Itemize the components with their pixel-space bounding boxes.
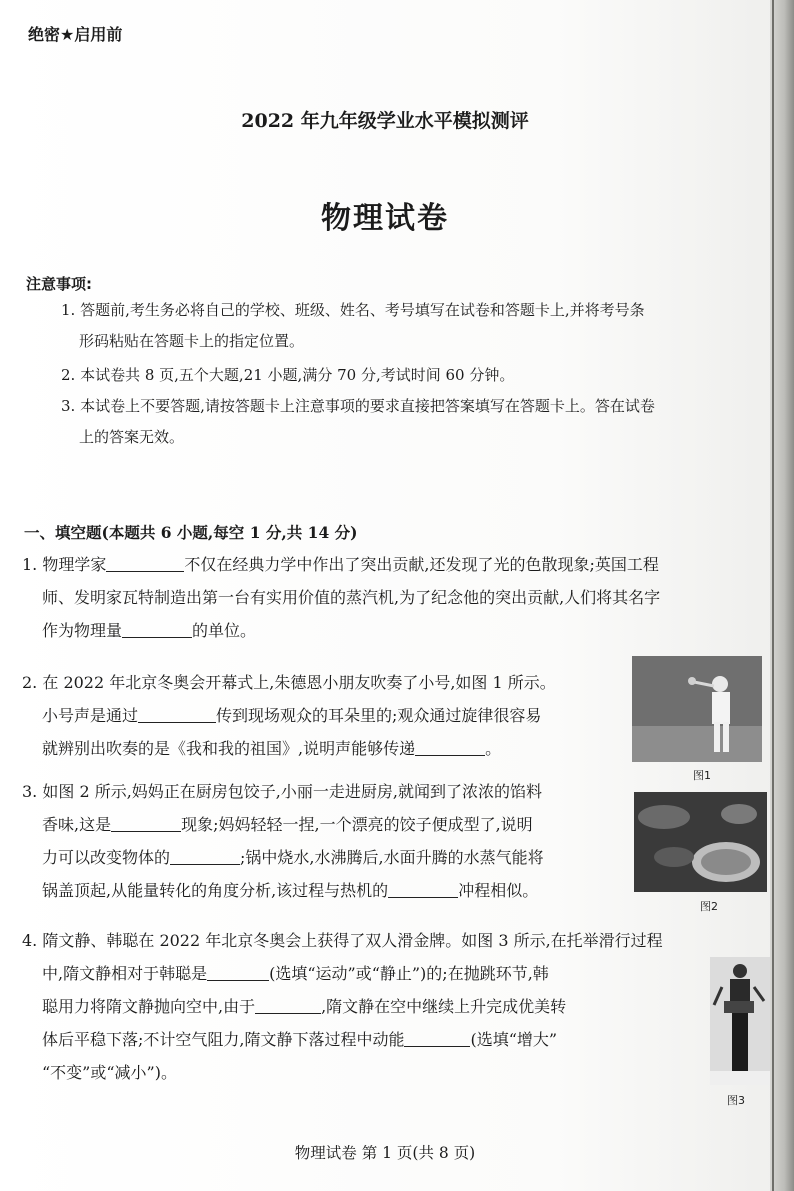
question-text: 小号声是通过 [42, 706, 139, 725]
question-text: 3. 如图 2 所示,妈妈正在厨房包饺子,小丽一走进厨房,就闻到了浓浓的馅料 [22, 782, 542, 801]
answer-blank [170, 846, 240, 865]
answer-blank [138, 704, 216, 723]
question-text: 就辨别出吹奏的是《我和我的祖国》,说明声能够传递 [42, 739, 416, 758]
question-text: “不变”或“减小”)。 [42, 1063, 177, 1082]
answer-blank [207, 962, 269, 981]
question-text: 1. 物理学家 [22, 555, 107, 574]
question-text: ;锅中烧水,水沸腾后,水面升腾的水蒸气能将 [240, 848, 544, 867]
note-text: 3. 本试卷上不要答题,请按答题卡上注意事项的要求直接把答案填写在答题卡上。答在试卷 [61, 397, 655, 415]
figure-2-photo [634, 792, 767, 892]
question-text: 师、发明家瓦特制造出第一台有实用价值的蒸汽机,为了纪念他的突出贡献,人们将其名字 [42, 588, 661, 607]
note-continuation: 上的答案无效。 [79, 428, 185, 446]
question-text: 香味,这是 [42, 815, 112, 834]
secret-mark: 绝密★启用前 [28, 25, 123, 44]
question-text: 现象;妈妈轻轻一捏,一个漂亮的饺子便成型了,说明 [181, 815, 533, 834]
answer-blank [106, 553, 184, 572]
question-text: 冲程相似。 [458, 881, 539, 900]
page-footer: 物理试卷 第 1 页(共 8 页) [294, 1144, 476, 1162]
question-text: 。 [485, 739, 502, 758]
note-text: 1. 答题前,考生务必将自己的学校、班级、姓名、考号填写在试卷和答题卡上,并将考号条 [61, 301, 645, 319]
question-4 [22, 924, 663, 1089]
exam-title: 物理试卷 [321, 201, 449, 236]
note-item-1 [61, 295, 761, 357]
question-3 [22, 775, 544, 907]
note-item-3 [61, 391, 761, 453]
question-2 [22, 666, 556, 765]
question-1 [22, 548, 660, 647]
question-text: 4. 隋文静、韩聪在 2022 年北京冬奥会上获得了双人滑金牌。如图 3 所示,在托举滑行过程 [22, 931, 663, 950]
question-text: 作为物理量 [42, 621, 123, 640]
note-continuation: 形码粘贴在答题卡上的指定位置。 [79, 332, 305, 350]
question-text: 不仅在经典力学中作出了突出贡献,还发现了光的色散现象;英国工程 [184, 555, 659, 574]
figure-1-caption: 图1 [693, 769, 711, 782]
figure-2-caption: 图2 [700, 900, 718, 913]
section-heading: 一、填空题(本题共 6 小题,每空 1 分,共 14 分) [24, 523, 358, 542]
question-text: 2. 在 2022 年北京冬奥会开幕式上,朱德恩小朋友吹奏了小号,如图 1 所示。 [22, 673, 556, 692]
question-text: 传到现场观众的耳朵里的;观众通过旋律很容易 [216, 706, 542, 725]
question-text: 体后平稳下落;不计空气阻力,隋文静下落过程中动能 [42, 1030, 405, 1049]
question-text: (选填“增大” [470, 1030, 558, 1049]
figure-1-photo [632, 656, 762, 762]
question-text: 锅盖顶起,从能量转化的角度分析,该过程与热机的 [42, 881, 389, 900]
answer-blank [415, 737, 485, 756]
answer-blank [255, 995, 321, 1014]
question-text: 中,隋文静相对于韩聪是 [42, 964, 208, 983]
question-text: 力可以改变物体的 [42, 848, 171, 867]
figure-3-photo [710, 957, 770, 1085]
question-text: 的单位。 [192, 621, 257, 640]
answer-blank [122, 619, 192, 638]
answer-blank [404, 1028, 470, 1047]
answer-blank [111, 813, 181, 832]
scan-edge [770, 0, 794, 1191]
answer-blank [388, 879, 458, 898]
exam-subtitle: 2022 年九年级学业水平模拟测评 [241, 110, 529, 132]
question-text: ,隋文静在空中继续上升完成优美转 [321, 997, 567, 1016]
figure-3-caption: 图3 [727, 1094, 745, 1107]
note-text: 2. 本试卷共 8 页,五个大题,21 小题,满分 70 分,考试时间 60 分钟。 [61, 366, 515, 384]
note-item-2 [61, 360, 761, 391]
question-text: (选填“运动”或“静止”)的;在抛跳环节,韩 [269, 964, 549, 983]
question-text: 聪用力将隋文静抛向空中,由于 [42, 997, 256, 1016]
notes-heading: 注意事项: [26, 275, 92, 293]
